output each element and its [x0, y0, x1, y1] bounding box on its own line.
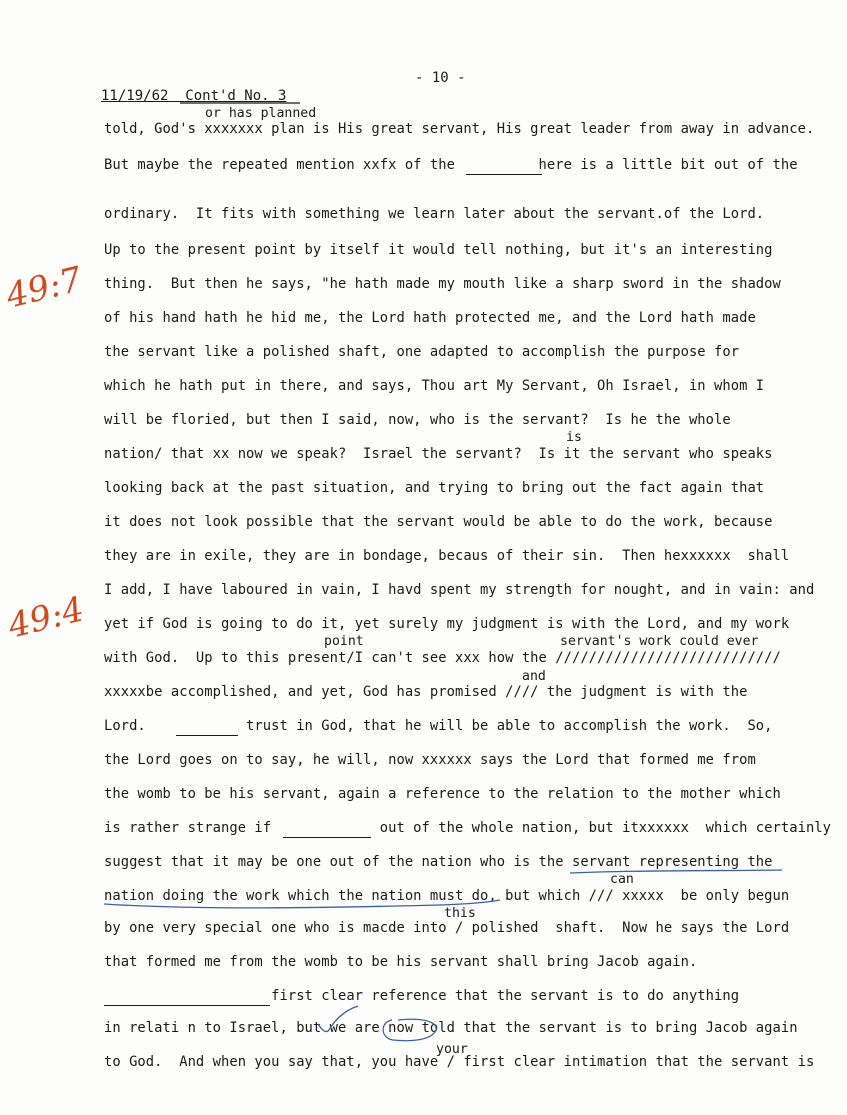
pen-check-mark — [318, 1006, 358, 1032]
text-line-21: is rather strange if out of the whole nation, but itxxxxxx which certainly — [104, 820, 832, 836]
text-line-20: the womb to be his servant, again a reference to the relation to the mother which — [104, 786, 781, 802]
text-line-19: the Lord goes on to say, he will, now xxxxxx says the Lord that formed me from — [104, 752, 756, 768]
text-line-28: to God. And when you say that, you have / first clear intimation that the servant is — [104, 1054, 815, 1070]
insertion-can: can — [610, 872, 634, 887]
text-line-5: thing. But then he says, "he hath made my mouth like a sharp sword in the shadow — [104, 276, 781, 292]
text-line-12: it does not look possible that the servant would be able to do the work, because — [104, 514, 773, 530]
text-line-17: xxxxxbe accomplished, and yet, God has promised //// the judgment is with the — [104, 684, 748, 700]
insertion-is: is — [566, 430, 582, 445]
text-line-15: yet if God is going to do it, yet surely my judgment is with the Lord, and my work — [104, 616, 790, 632]
text-line-4: Up to the present point by itself it would tell nothing, but it's an interesting — [104, 242, 773, 258]
pen-underline-nation — [104, 900, 500, 908]
text-line-16: with God. Up to this present/I can't see xxx how the /////////////////////////// — [104, 650, 781, 666]
margin-note-49-7: 49:7 — [2, 259, 87, 317]
text-line-2: But maybe the repeated mention xxfx of the here is a little bit out of the — [104, 157, 798, 173]
pen-underline-servant — [570, 870, 782, 873]
text-line-7: the servant like a polished shaft, one adapted to accomplish the purpose for — [104, 344, 740, 360]
text-line-9: will be floried, but then I said, now, who is the servant? Is he the whole — [104, 412, 731, 428]
text-line-1: told, God's xxxxxxx plan is His great servant, His great leader from away in advance. — [104, 121, 815, 137]
pen-circle-now — [383, 1019, 436, 1040]
text-line-23: nation doing the work which the nation must do, but which /// xxxxx be only begun — [104, 888, 790, 904]
text-line-11: looking back at the past situation, and trying to bring out the fact again that — [104, 480, 765, 496]
insertion-this: this — [444, 906, 476, 921]
text-line-22: suggest that it may be one out of the nation who is the servant representing the — [104, 854, 773, 870]
text-line-25: that formed me from the womb to be his servant shall bring Jacob again. — [104, 954, 698, 970]
text-line-26: first clear reference that the servant is to do anything — [104, 988, 740, 1004]
insertion-servants-work: servant's work could ever — [560, 634, 759, 649]
text-line-14: I add, I have laboured in vain, I havd spent my strength for nought, and in vain: and — [104, 582, 815, 598]
insertion-your: your — [436, 1042, 468, 1057]
document-header: 11/19/62 Cont'd No. 3 — [101, 88, 287, 104]
text-line-18: Lord. trust in God, that he will be able to accomplish the work. So, — [104, 718, 773, 734]
text-line-8: which he hath put in there, and says, Thou art My Servant, Oh Israel, in whom I — [104, 378, 765, 394]
text-line-3: ordinary. It fits with something we learn later about the servant.of the Lord. — [104, 206, 765, 222]
text-line-6: of his hand hath he hid me, the Lord hath protected me, and the Lord hath made — [104, 310, 756, 326]
insertion-or-has-planned: or has planned — [205, 106, 317, 121]
text-line-27: in relati n to Israel, but we are now told that the servant is to bring Jacob again — [104, 1020, 798, 1036]
insertion-point: point — [324, 634, 364, 649]
page-number: - 10 - — [415, 70, 466, 86]
text-line-24: by one very special one who is macde into / polished shaft. Now he says the Lord — [104, 920, 790, 936]
text-line-10: nation/ that xx now we speak? Israel the servant? Is it the servant who speaks — [104, 446, 773, 462]
margin-note-49-4: 49:4 — [4, 589, 89, 647]
insertion-and: and — [522, 669, 546, 684]
text-line-13: they are in exile, they are in bondage, becaus of their sin. Then hexxxxxx shall — [104, 548, 790, 564]
